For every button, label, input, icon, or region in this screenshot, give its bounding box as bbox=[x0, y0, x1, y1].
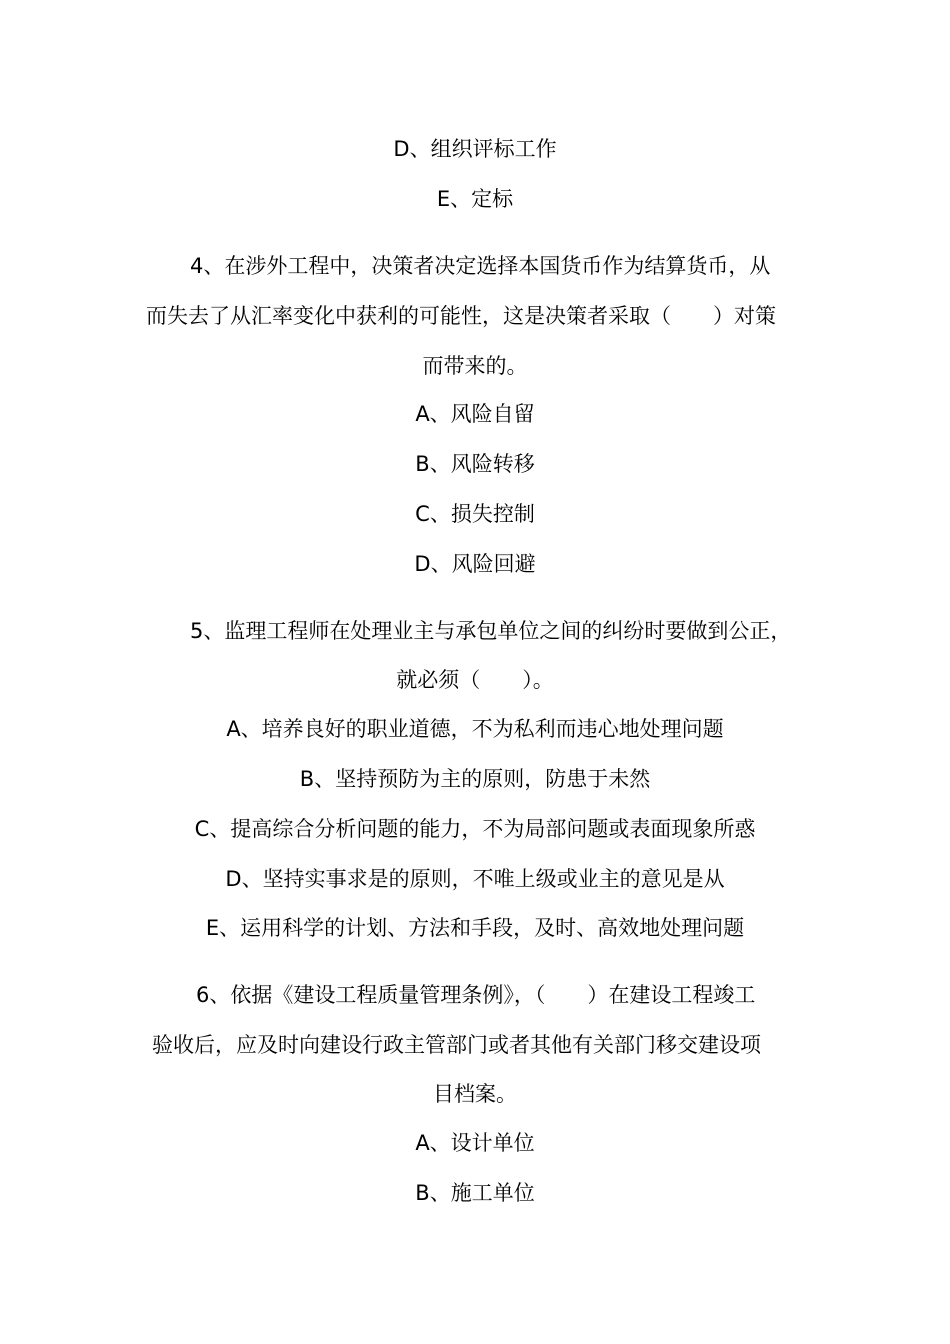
q3-option-d: D、组织评标工作 bbox=[393, 137, 557, 161]
q4-option-b: B、风险转移 bbox=[415, 452, 535, 476]
q4-option-d: D、风险回避 bbox=[414, 552, 536, 576]
q5-option-b: B、坚持预防为主的原则，防患于未然 bbox=[299, 767, 651, 791]
q5-option-d: D、坚持实事求是的原则，不唯上级或业主的意见是从 bbox=[225, 867, 725, 891]
q5-option-e: E、运用科学的计划、方法和手段，及时、高效地处理问题 bbox=[205, 916, 745, 940]
q6-option-b: B、施工单位 bbox=[415, 1181, 535, 1205]
q5-option-a: A、培养良好的职业道德，不为私利而违心地处理问题 bbox=[226, 717, 724, 741]
q4-stem-line-2: 而失去了从汇率变化中获利的可能性，这是决策者采取（ ）对策 bbox=[146, 304, 776, 328]
q4-stem-line-3: 而带来的。 bbox=[422, 354, 528, 378]
q6-stem-line-3: 目档案。 bbox=[433, 1082, 517, 1106]
q6-stem-line-1: 6、依据《建设工程质量管理条例》，（ ）在建设工程竣工 bbox=[196, 983, 756, 1007]
q5-stem-line-1: 5、监理工程师在处理业主与承包单位之间的纠纷时要做到公正， bbox=[190, 619, 792, 643]
q3-option-e: E、定标 bbox=[436, 187, 514, 211]
q5-option-c: C、提高综合分析问题的能力，不为局部问题或表面现象所惑 bbox=[194, 817, 756, 841]
q4-option-c: C、损失控制 bbox=[415, 502, 535, 526]
q5-stem-line-2: 就必须（ ）。 bbox=[396, 668, 554, 692]
q6-option-a: A、设计单位 bbox=[415, 1131, 535, 1155]
q4-stem-line-1: 4、在涉外工程中，决策者决定选择本国货币作为结算货币，从 bbox=[190, 254, 771, 278]
q4-option-a: A、风险自留 bbox=[415, 402, 535, 426]
q6-stem-line-2: 验收后，应及时向建设行政主管部门或者其他有关部门移交建设项 bbox=[152, 1033, 761, 1057]
